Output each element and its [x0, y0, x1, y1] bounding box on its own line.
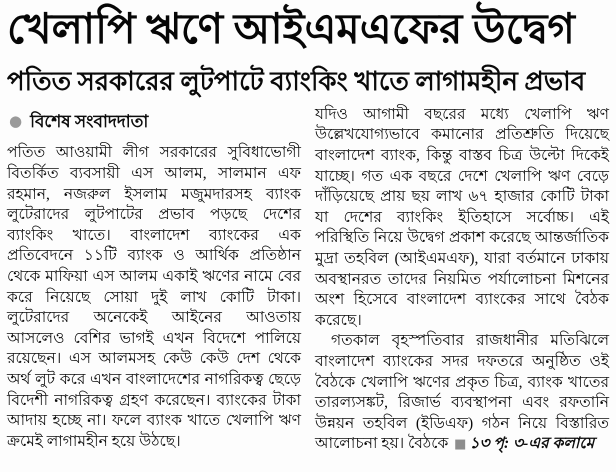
- article-paragraph-right-2-text: গতকাল বৃহস্পতিবার রাজধানীর মতিঝিলে বাংলাদেশ ব্যাংকের সদর দফতরে অনুষ্ঠিত ওই বৈঠকে খেলাপি ঋণের প্রকৃত চিত্র, ব্যাংক খাতের তারল্যসঙ্কট, রিজার্ভ ব্যবস্থাপনা এবং রফতানি উন্নয়ন তহবিল (ইডিএফ) গঠন নিয়ে বিস্তারিত আলোচনা হয়। বৈঠকে: [315, 332, 609, 453]
- continuation-square-icon: ■: [454, 437, 467, 453]
- continuation-notice: ১৩ পৃ: ৩-এর কলামে: [469, 435, 595, 453]
- byline-bullet-icon: ●: [9, 112, 23, 131]
- headline: খেলাপি ঋণে আইএমএফের উদ্বেগ: [7, 7, 575, 53]
- article-column-right: [315, 105, 609, 455]
- article-paragraph-right-2: [315, 331, 609, 455]
- article-paragraph-left: পতিত আওয়ামী লীগ সরকারের সুবিধাভোগী বিতর্কিত ব্যবসায়ী এস আলম, সালমান এফ রহমান, নজরুল ইসলাম মজুমদারসহ ব্যাংক লুটেরাদের লুটপাটের প্রভাব পড়ছে দেশের ব্যাংকিং খাতে। বাংলাদেশ ব্যাংকের এক প্রতিবেদনে ১১টি ব্যাংক ও আর্থিক প্রতিষ্ঠান থেকে মাফিয়া এস আলম একাই ঋণের নামে বের করে নিয়েছে সোয়া দুই লাখ কোটি টাকা। লুটেরাদের অনেকেই আইনের আওতায় আসলেও বেশির ভাগই এখন বিদেশে পালিয়ে রয়েছেন। এস আলমসহ কেউ কেউ দেশ থেকে অর্থ লুট করে এখন বাংলাদেশের নাগরিকত্ব ছেড়ে বিদেশী নাগরিকত্ব গ্রহণ করেছেন। ব্যাংকের টাকা আদায় হচ্ছে না। ফলে ব্যাংক খাতে খেলাপি ঋণ ক্রমেই লাগামহীন হয়ে উঠছে।: [7, 144, 301, 450]
- article-column-left: [7, 105, 301, 455]
- subheadline: পতিত সরকারের লুটপাটে ব্যাংকিং খাতে লাগামহীন প্রভাব: [7, 66, 586, 96]
- article-body: [7, 105, 609, 455]
- byline-label: বিশেষ সংবাদদাতা: [30, 111, 149, 131]
- article-paragraph-right-1: যদিও আগামী বছরের মধ্যে খেলাপি ঋণ উল্লেখযোগ্যভাবে কমানোর প্রতিশ্রুতি দিয়েছে বাংলাদেশ ব্যাংক, কিন্তু বাস্তব চিত্র উল্টো দিকেই যাচ্ছে। গত এক বছরে দেশে খেলাপি ঋণ বেড়ে দাঁড়িয়েছে প্রায় ছয় লাখ ৬৭ হাজার কোটি টাকা যা দেশের ব্যাংকিং ইতিহাসে সর্বোচ্চ। এই পরিস্থিতি নিয়ে উদ্বেগ প্রকাশ করেছে আন্তর্জাতিক মুদ্রা তহবিল (আইএমএফ), যারা বর্তমানে ঢাকায় অবস্থানরত তাদের নিয়মিত পর্যালোচনা মিশনের অংশ হিসেবে বাংলাদেশ ব্যাংকের সাথে বৈঠক করেছে।: [315, 105, 609, 329]
- byline: [9, 111, 301, 134]
